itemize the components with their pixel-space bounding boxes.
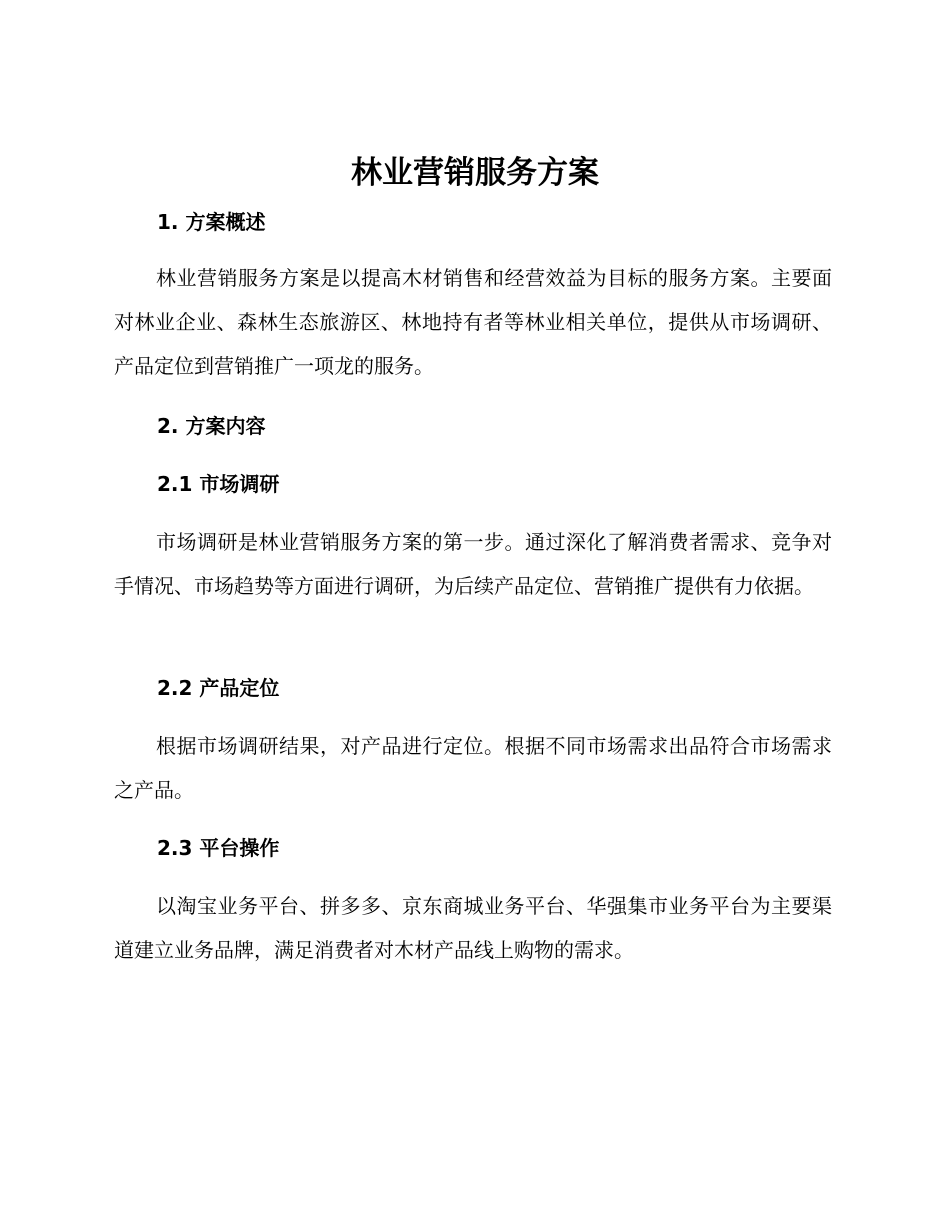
- section-heading-overview: 1. 方案概述: [157, 210, 266, 234]
- subsection-paragraph-product-positioning: 根据市场调研结果，对产品进行定位。根据不同市场需求出品符合市场需求之产品。: [114, 734, 832, 802]
- subsection-paragraph-market-research: 市场调研是林业营销服务方案的第一步。通过深化了解消费者需求、竞争对手情况、市场趋势等方面进行调研，为后续产品定位、营销推广提供有力依据。: [114, 530, 832, 598]
- subsection-heading-product-positioning: 2.2 产品定位: [157, 676, 280, 700]
- section-heading-content: 2. 方案内容: [157, 414, 266, 438]
- subsection-paragraph-platform-operation: 以淘宝业务平台、拼多多、京东商城业务平台、华强集市业务平台为主要渠道建立业务品牌，满足消费者对木材产品线上购物的需求。: [114, 894, 832, 962]
- subsection-heading-market-research: 2.1 市场调研: [157, 472, 280, 496]
- subsection-heading-platform-operation: 2.3 平台操作: [157, 836, 280, 860]
- document-title: 林业营销服务方案: [351, 155, 599, 191]
- section-paragraph-overview: 林业营销服务方案是以提高木材销售和经营效益为目标的服务方案。主要面对林业企业、森林生态旅游区、林地持有者等林业相关单位，提供从市场调研、产品定位到营销推广一项龙的服务。: [114, 266, 832, 378]
